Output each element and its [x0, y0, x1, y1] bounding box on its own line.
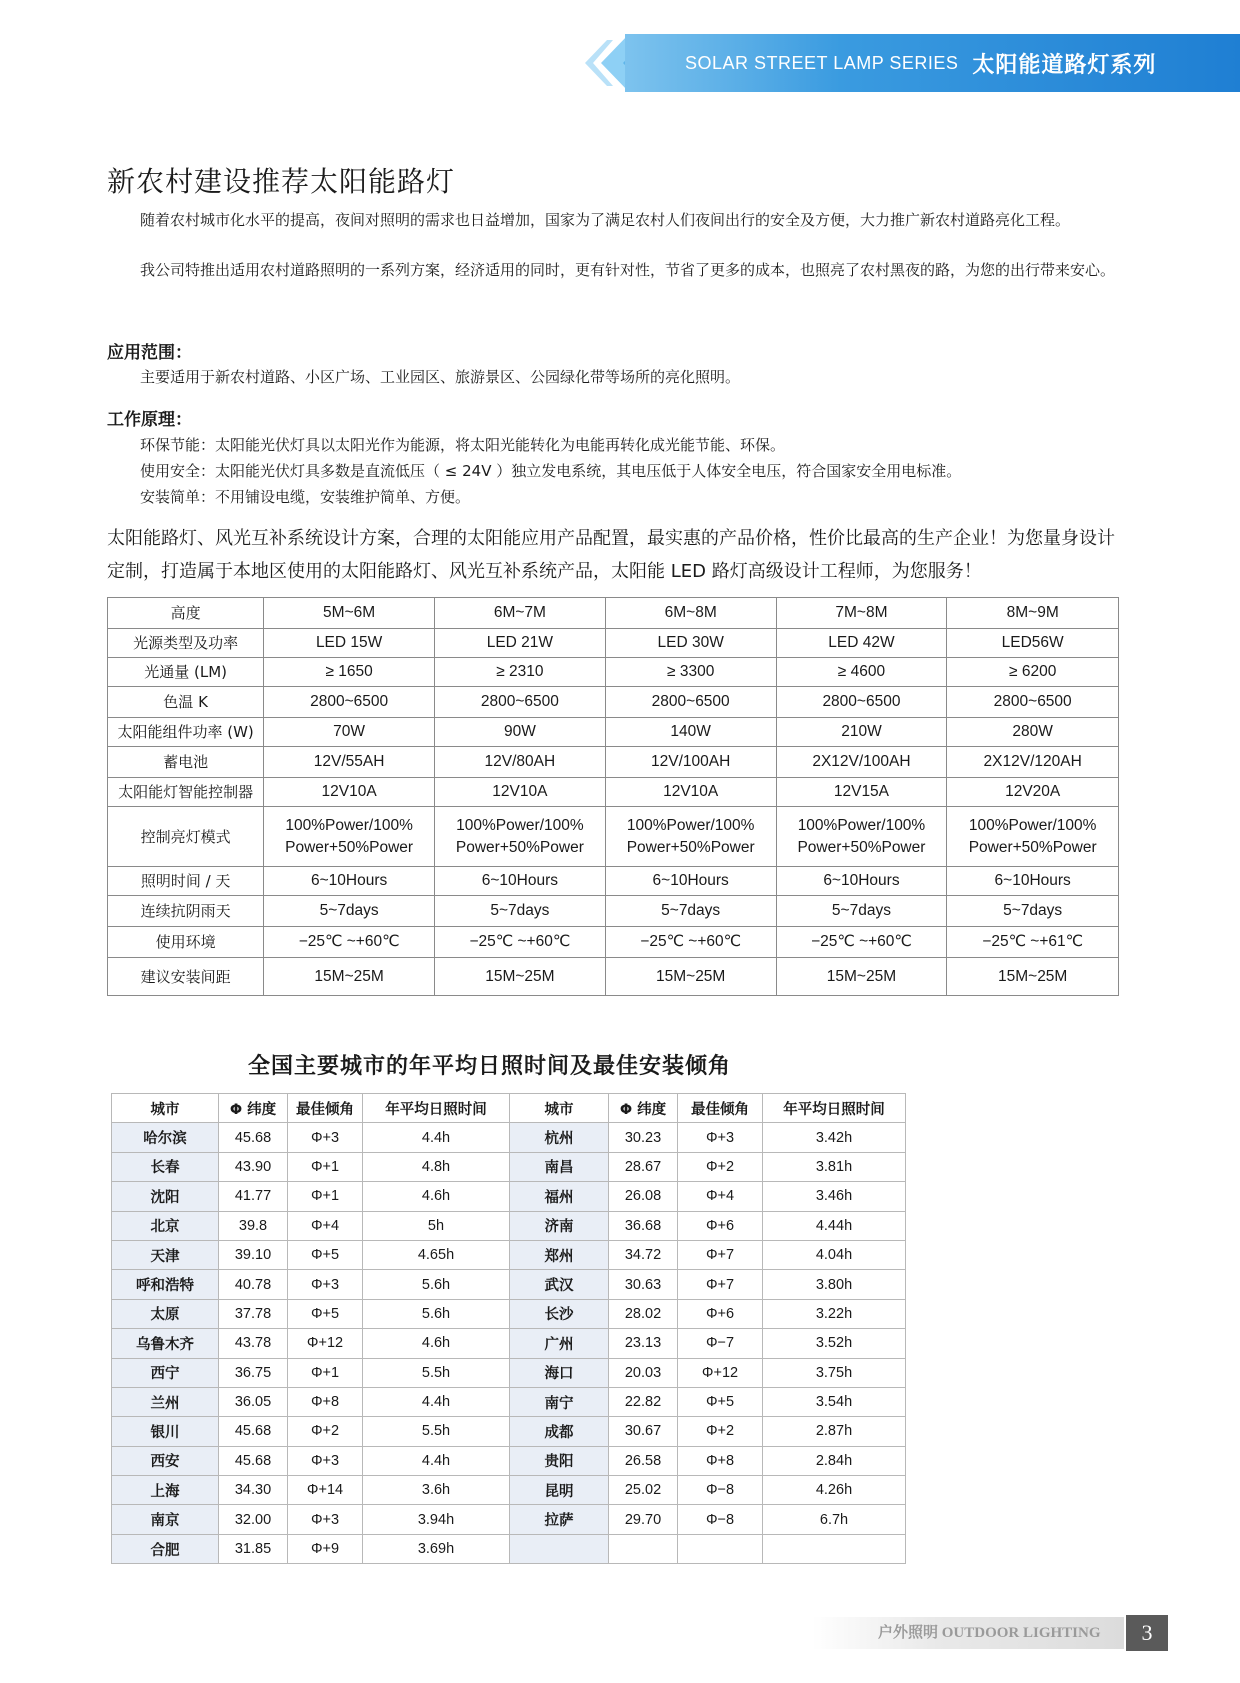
city-name: 南京 — [112, 1505, 219, 1534]
city-cell: 3.69h — [363, 1534, 510, 1563]
city-cell: Φ+4 — [288, 1211, 363, 1240]
spec-cell: 5~7days — [947, 896, 1119, 927]
spec-row-label: 建议安装间距 — [108, 958, 264, 996]
city-name: 哈尔滨 — [112, 1123, 219, 1152]
application-heading: 应用范围： — [107, 343, 192, 363]
city-cell: 4.8h — [363, 1152, 510, 1181]
spec-cell: 6~10Hours — [776, 867, 947, 896]
city-cell: Φ+8 — [678, 1446, 763, 1475]
city-cell: Φ+6 — [678, 1211, 763, 1240]
spec-table — [107, 597, 1119, 996]
spec-row-label: 色温 K — [108, 687, 264, 718]
spec-row — [108, 747, 1119, 778]
city-name — [510, 1534, 609, 1563]
spec-row — [108, 658, 1119, 687]
city-cell: Φ+2 — [288, 1417, 363, 1446]
city-cell: 26.08 — [609, 1182, 678, 1211]
spec-cell: LED56W — [947, 629, 1119, 658]
city-name: 南昌 — [510, 1152, 609, 1181]
city-cell: 3.6h — [363, 1476, 510, 1505]
spec-cell: 5~7days — [776, 896, 947, 927]
city-row — [112, 1358, 906, 1387]
principle-line: 安装简单：不用铺设电缆，安装维护简单、方便。 — [140, 488, 471, 506]
city-name: 兰州 — [112, 1387, 219, 1416]
city-cell: 40.78 — [219, 1270, 288, 1299]
city-cell: 20.03 — [609, 1358, 678, 1387]
city-table — [111, 1093, 906, 1564]
spec-row-label: 蓄电池 — [108, 747, 264, 778]
spec-row-label: 控制亮灯模式 — [108, 807, 264, 867]
city-name: 西宁 — [112, 1358, 219, 1387]
spec-row-label: 太阳能组件功率 (W) — [108, 718, 264, 747]
spec-cell: 2X12V/120AH — [947, 747, 1119, 778]
city-cell: Φ+6 — [678, 1299, 763, 1328]
city-cell: Φ+3 — [288, 1270, 363, 1299]
city-table-header: Φ 纬度 — [609, 1094, 678, 1123]
spec-cell: 15M~25M — [947, 958, 1119, 996]
spec-cell: 6~10Hours — [435, 867, 606, 896]
city-cell — [609, 1534, 678, 1563]
city-name: 乌鲁木齐 — [112, 1329, 219, 1358]
spec-cell: ≥ 4600 — [776, 658, 947, 687]
spec-cell: 5~7days — [264, 896, 435, 927]
city-row — [112, 1299, 906, 1328]
city-cell: 4.04h — [763, 1240, 906, 1269]
city-cell: 4.4h — [363, 1446, 510, 1475]
city-cell: Φ+7 — [678, 1240, 763, 1269]
spec-row — [108, 807, 1119, 867]
city-cell: 3.94h — [363, 1505, 510, 1534]
city-row — [112, 1505, 906, 1534]
city-cell: 4.4h — [363, 1387, 510, 1416]
spec-cell: 15M~25M — [605, 958, 776, 996]
city-table-header: 城市 — [112, 1094, 219, 1123]
spec-cell: −25℃ ~+60℃ — [605, 927, 776, 958]
city-table-header: 年平均日照时间 — [363, 1094, 510, 1123]
spec-cell: 5~7days — [605, 896, 776, 927]
city-cell: 36.05 — [219, 1387, 288, 1416]
spec-row — [108, 867, 1119, 896]
city-cell: 30.63 — [609, 1270, 678, 1299]
spec-row — [108, 687, 1119, 718]
city-cell: 6.7h — [763, 1505, 906, 1534]
spec-cell: 2800~6500 — [605, 687, 776, 718]
city-cell: 39.8 — [219, 1211, 288, 1240]
spec-cell: 6M~7M — [435, 598, 606, 629]
spec-cell: 12V20A — [947, 778, 1119, 807]
city-cell: 5h — [363, 1211, 510, 1240]
spec-cell: 6~10Hours — [605, 867, 776, 896]
city-cell: 4.4h — [363, 1123, 510, 1152]
spec-cell: 6~10Hours — [264, 867, 435, 896]
city-cell: 43.90 — [219, 1152, 288, 1181]
city-cell: Φ+3 — [288, 1446, 363, 1475]
spec-cell: LED 15W — [264, 629, 435, 658]
city-cell: Φ+2 — [678, 1152, 763, 1181]
spec-cell: 100%Power/100% Power+50%Power — [947, 807, 1119, 867]
city-row — [112, 1417, 906, 1446]
spec-cell: 2800~6500 — [264, 687, 435, 718]
spec-cell: ≥ 3300 — [605, 658, 776, 687]
spec-cell: LED 30W — [605, 629, 776, 658]
city-cell: Φ+1 — [288, 1358, 363, 1387]
spec-cell: 6~10Hours — [947, 867, 1119, 896]
city-cell: Φ+5 — [678, 1387, 763, 1416]
city-name: 长春 — [112, 1152, 219, 1181]
spec-cell: 100%Power/100% Power+50%Power — [264, 807, 435, 867]
spec-cell: 2800~6500 — [776, 687, 947, 718]
city-cell: 3.22h — [763, 1299, 906, 1328]
spec-row — [108, 778, 1119, 807]
city-cell: Φ+4 — [678, 1182, 763, 1211]
spec-cell: 15M~25M — [776, 958, 947, 996]
city-row — [112, 1446, 906, 1475]
city-name: 杭州 — [510, 1123, 609, 1152]
city-cell: Φ−7 — [678, 1329, 763, 1358]
spec-cell: 5~7days — [435, 896, 606, 927]
city-row — [112, 1211, 906, 1240]
city-cell: Φ+12 — [678, 1358, 763, 1387]
spec-cell: LED 42W — [776, 629, 947, 658]
city-cell: 36.68 — [609, 1211, 678, 1240]
application-text: 主要适用于新农村道路、小区广场、工业园区、旅游景区、公园绿化带等场所的亮化照明。 — [140, 368, 741, 386]
city-name: 拉萨 — [510, 1505, 609, 1534]
city-cell: 5.5h — [363, 1417, 510, 1446]
city-name: 武汉 — [510, 1270, 609, 1299]
city-cell: 3.42h — [763, 1123, 906, 1152]
spec-cell: 100%Power/100% Power+50%Power — [605, 807, 776, 867]
spec-cell: −25℃ ~+60℃ — [435, 927, 606, 958]
spec-cell: 2800~6500 — [947, 687, 1119, 718]
city-cell: 3.81h — [763, 1152, 906, 1181]
city-cell: 23.13 — [609, 1329, 678, 1358]
spec-cell: 8M~9M — [947, 598, 1119, 629]
city-cell: 5.6h — [363, 1270, 510, 1299]
city-name: 合肥 — [112, 1534, 219, 1563]
spec-cell: 12V15A — [776, 778, 947, 807]
city-name: 太原 — [112, 1299, 219, 1328]
city-name: 福州 — [510, 1182, 609, 1211]
city-cell: Φ+12 — [288, 1329, 363, 1358]
series-en: SOLAR STREET LAMP SERIES — [685, 52, 959, 73]
spec-cell: 280W — [947, 718, 1119, 747]
header-banner — [585, 34, 1240, 92]
spec-row-label: 光源类型及功率 — [108, 629, 264, 658]
city-name: 济南 — [510, 1211, 609, 1240]
spec-row — [108, 629, 1119, 658]
city-cell: 3.52h — [763, 1329, 906, 1358]
city-cell: Φ+14 — [288, 1476, 363, 1505]
city-cell: 2.87h — [763, 1417, 906, 1446]
city-cell: Φ+1 — [288, 1182, 363, 1211]
spec-cell: ≥ 1650 — [264, 658, 435, 687]
city-name: 呼和浩特 — [112, 1270, 219, 1299]
spec-row — [108, 958, 1119, 996]
spec-cell: ≥ 2310 — [435, 658, 606, 687]
city-name: 广州 — [510, 1329, 609, 1358]
city-name: 上海 — [112, 1476, 219, 1505]
spec-cell: 90W — [435, 718, 606, 747]
city-cell: Φ−8 — [678, 1476, 763, 1505]
spec-cell: 100%Power/100% Power+50%Power — [776, 807, 947, 867]
city-cell: 28.02 — [609, 1299, 678, 1328]
spec-cell: 100%Power/100% Power+50%Power — [435, 807, 606, 867]
city-cell: Φ+9 — [288, 1534, 363, 1563]
spec-cell: 12V10A — [605, 778, 776, 807]
city-table-title: 全国主要城市的年平均日照时间及最佳安装倾角 — [248, 1054, 732, 1079]
city-table-header: 最佳倾角 — [678, 1094, 763, 1123]
city-cell: 30.23 — [609, 1123, 678, 1152]
spec-cell: −25℃ ~+60℃ — [264, 927, 435, 958]
city-cell: Φ+3 — [288, 1505, 363, 1534]
city-cell: 45.68 — [219, 1417, 288, 1446]
spec-cell: 12V10A — [435, 778, 606, 807]
city-cell: Φ+5 — [288, 1240, 363, 1269]
city-name: 郑州 — [510, 1240, 609, 1269]
city-name: 沈阳 — [112, 1182, 219, 1211]
principle-line: 使用安全：太阳能光伏灯具多数是直流低压（ ≤ 24V ）独立发电系统，其电压低于人体安全电压，符合国家安全用电标准。 — [140, 462, 962, 480]
spec-cell: LED 21W — [435, 629, 606, 658]
spec-cell: ≥ 6200 — [947, 658, 1119, 687]
city-cell: Φ+3 — [288, 1123, 363, 1152]
city-name: 成都 — [510, 1417, 609, 1446]
spec-row-label: 光通量 (LM) — [108, 658, 264, 687]
city-cell: 36.75 — [219, 1358, 288, 1387]
spec-row-label: 连续抗阴雨天 — [108, 896, 264, 927]
spec-cell: 15M~25M — [435, 958, 606, 996]
spec-cell: −25℃ ~+60℃ — [776, 927, 947, 958]
city-cell: 3.46h — [763, 1182, 906, 1211]
spec-row-label: 照明时间 / 天 — [108, 867, 264, 896]
city-name: 海口 — [510, 1358, 609, 1387]
city-name: 西安 — [112, 1446, 219, 1475]
spec-cell: 7M~8M — [776, 598, 947, 629]
page-title: 新农村建设推荐太阳能路灯 — [107, 165, 456, 198]
city-cell: 5.5h — [363, 1358, 510, 1387]
spec-cell: 12V/100AH — [605, 747, 776, 778]
city-cell: 25.02 — [609, 1476, 678, 1505]
spec-row — [108, 927, 1119, 958]
city-cell: 4.6h — [363, 1182, 510, 1211]
city-cell: 29.70 — [609, 1505, 678, 1534]
city-cell: 30.67 — [609, 1417, 678, 1446]
city-cell: 34.30 — [219, 1476, 288, 1505]
spec-cell: 140W — [605, 718, 776, 747]
city-cell: 4.65h — [363, 1240, 510, 1269]
city-row — [112, 1387, 906, 1416]
city-table-header: Φ 纬度 — [219, 1094, 288, 1123]
city-cell: 31.85 — [219, 1534, 288, 1563]
city-row — [112, 1534, 906, 1563]
city-cell: 3.75h — [763, 1358, 906, 1387]
spec-row-label: 太阳能灯智能控制器 — [108, 778, 264, 807]
city-cell: 34.72 — [609, 1240, 678, 1269]
city-cell — [763, 1534, 906, 1563]
city-name: 银川 — [112, 1417, 219, 1446]
spec-row-label: 高度 — [108, 598, 264, 629]
principle-line: 环保节能：太阳能光伏灯具以太阳光作为能源，将太阳光能转化为电能再转化成光能节能、环保。 — [140, 436, 786, 454]
city-cell: 41.77 — [219, 1182, 288, 1211]
city-cell: 4.44h — [763, 1211, 906, 1240]
city-row — [112, 1123, 906, 1152]
spec-cell: 5M~6M — [264, 598, 435, 629]
city-cell: 28.67 — [609, 1152, 678, 1181]
spec-row — [108, 598, 1119, 629]
spec-row — [108, 896, 1119, 927]
spec-cell: 12V10A — [264, 778, 435, 807]
series-cn: 太阳能道路灯系列 — [972, 52, 1157, 78]
city-cell: Φ+2 — [678, 1417, 763, 1446]
spec-cell: 2X12V/100AH — [776, 747, 947, 778]
city-row — [112, 1152, 906, 1181]
city-cell: 26.58 — [609, 1446, 678, 1475]
city-cell — [678, 1534, 763, 1563]
spec-cell: 210W — [776, 718, 947, 747]
spec-cell: 12V/55AH — [264, 747, 435, 778]
city-cell: Φ+3 — [678, 1123, 763, 1152]
city-cell: 45.68 — [219, 1446, 288, 1475]
spec-row — [108, 718, 1119, 747]
city-name: 贵阳 — [510, 1446, 609, 1475]
city-cell: 4.6h — [363, 1329, 510, 1358]
city-cell: Φ+7 — [678, 1270, 763, 1299]
promo-paragraph: 太阳能路灯、风光互补系统设计方案，合理的太阳能应用产品配置，最实惠的产品价格，性价比最高的生产企业！为您量身设计定制，打造属于本地区使用的太阳能路灯、风光互补系统产品，太阳能 LED 路灯高级设计工程师，为您服务！ — [107, 528, 1115, 582]
banner-text — [685, 34, 1156, 92]
spec-cell: 6M~8M — [605, 598, 776, 629]
city-table-header: 最佳倾角 — [288, 1094, 363, 1123]
page-number: 3 — [1126, 1615, 1168, 1651]
city-cell: 22.82 — [609, 1387, 678, 1416]
city-cell: 39.10 — [219, 1240, 288, 1269]
city-name: 天津 — [112, 1240, 219, 1269]
footer-text: 户外照明 OUTDOOR LIGHTING — [878, 1625, 1101, 1641]
city-row — [112, 1476, 906, 1505]
spec-cell: 12V/80AH — [435, 747, 606, 778]
city-name: 南宁 — [510, 1387, 609, 1416]
city-cell: 4.26h — [763, 1476, 906, 1505]
city-cell: Φ+1 — [288, 1152, 363, 1181]
spec-cell: 70W — [264, 718, 435, 747]
city-name: 昆明 — [510, 1476, 609, 1505]
city-cell: 45.68 — [219, 1123, 288, 1152]
city-cell: Φ−8 — [678, 1505, 763, 1534]
spec-cell: 15M~25M — [264, 958, 435, 996]
spec-cell: 2800~6500 — [435, 687, 606, 718]
city-row — [112, 1329, 906, 1358]
spec-cell: −25℃ ~+61℃ — [947, 927, 1119, 958]
city-cell: 32.00 — [219, 1505, 288, 1534]
city-cell: 43.78 — [219, 1329, 288, 1358]
city-cell: Φ+5 — [288, 1299, 363, 1328]
city-table-header: 年平均日照时间 — [763, 1094, 906, 1123]
city-table-header: 城市 — [510, 1094, 609, 1123]
city-cell: 3.54h — [763, 1387, 906, 1416]
city-cell: 3.80h — [763, 1270, 906, 1299]
spec-row-label: 使用环境 — [108, 927, 264, 958]
city-name: 长沙 — [510, 1299, 609, 1328]
city-row — [112, 1240, 906, 1269]
city-row — [112, 1182, 906, 1211]
city-name: 北京 — [112, 1211, 219, 1240]
city-cell: 5.6h — [363, 1299, 510, 1328]
principle-heading: 工作原理： — [107, 410, 192, 430]
intro-paragraph-2: 我公司特推出适用农村道路照明的一系列方案，经济适用的同时，更有针对性，节省了更多的成本，也照亮了农村黑夜的路，为您的出行带来安心。 — [140, 261, 1116, 279]
city-cell: Φ+8 — [288, 1387, 363, 1416]
intro-paragraph-1: 随着农村城市化水平的提高，夜间对照明的需求也日益增加，国家为了满足农村人们夜间出行的安全及方便，大力推广新农村道路亮化工程。 — [140, 211, 1071, 229]
city-cell: 37.78 — [219, 1299, 288, 1328]
city-cell: 2.84h — [763, 1446, 906, 1475]
city-row — [112, 1270, 906, 1299]
